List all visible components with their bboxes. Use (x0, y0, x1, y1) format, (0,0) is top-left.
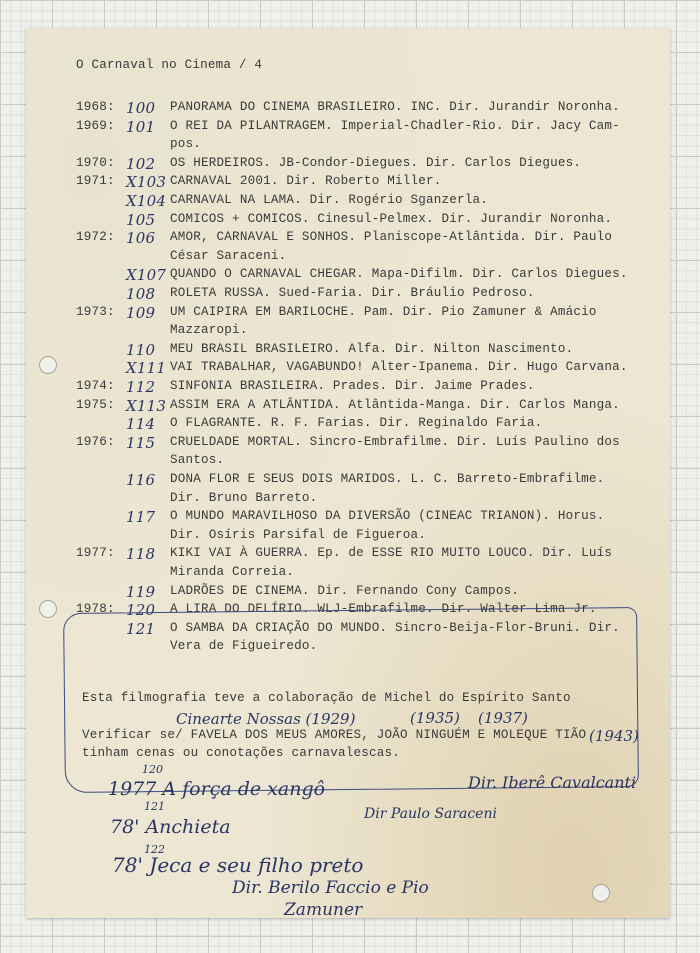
entry-number: 101 (126, 117, 156, 136)
entry-year: 1968: (76, 100, 115, 114)
entry-text: CARNAVAL NA LAMA. Dir. Rogério Sganzerla. (170, 193, 489, 207)
entry-number: X113 (126, 396, 167, 415)
entry-text: VAI TRABALHAR, VAGABUNDO! Alter-Ipanema. Dir. Hugo Carvana. (170, 360, 628, 375)
entry-text: ASSIM ERA A ATLÂNTIDA. Atlântida-Manga. Dir. Carlos Manga. (170, 397, 620, 412)
entry-number: 118 (126, 545, 156, 564)
entry-number: 119 (126, 582, 156, 601)
entry-year: 1972: (76, 230, 115, 245)
entry-text: A LIRA DO DELÍRIO. WLJ-Embrafilme. Dir. Walter Lima Jr. (170, 602, 597, 617)
entry-number: 108 (126, 285, 156, 303)
entry-text: OS HERDEIROS. JB-Condor-Diegues. Dir. Carlos Diegues. (170, 155, 582, 170)
entry-text: CRUELDADE MORTAL. Sincro-Embrafilme. Dir. Luís Paulino dos (170, 434, 620, 449)
entry-year: 1974: (76, 379, 115, 393)
entry-text: O SAMBA DA CRIAÇÃO DO MUNDO. Sincro-Beija-Flor-Bruni. Dir. (170, 620, 620, 635)
handwritten-entry-1-director: Dir. Iberê Cavalcanti (468, 773, 637, 792)
entry-text: KIKI VAI À GUERRA. Ep. de ESSE RIO MUITO LOUCO. Dir. Luís (170, 546, 613, 561)
handwritten-number-121: 121 (144, 800, 165, 813)
entry-number: 105 (126, 210, 156, 229)
entry-text: UM CAIPIRA EM BARILOCHE. Pam. Dir. Pio Zamuner & Amácio (170, 304, 597, 319)
entry-number: 100 (126, 99, 156, 117)
entry-number: X111 (126, 359, 167, 378)
handwritten-entry-3-director-cont: Zamuner (284, 900, 363, 920)
verify-note-line2: tinham cenas ou conotações carnavalescas. (82, 746, 401, 760)
entry-number: 117 (126, 508, 156, 527)
entry-number: 114 (126, 415, 156, 434)
punch-hole-bottom (39, 600, 57, 618)
entry-text-continued: Miranda Correia. (170, 565, 295, 579)
handwritten-year-1935: (1935) (410, 709, 460, 727)
entry-text: MEU BRASIL BRASILEIRO. Alfa. Dir. Nilton Nascimento. (170, 341, 574, 356)
entry-year: 1976: (76, 434, 115, 449)
entry-text: COMICOS + COMICOS. Cinesul-Pelmex. Dir. Jurandir Noronha. (170, 211, 613, 226)
entry-text: O FLAGRANTE. R. F. Farias. Dir. Reginaldo Faria. (170, 416, 543, 431)
collaboration-note: Esta filmografia teve a colaboração de Michel do Espírito Santo (82, 691, 571, 705)
entry-number: 115 (126, 433, 156, 452)
entry-number: 116 (126, 471, 156, 489)
handwritten-entry-1: 1977 A força de xangô (108, 778, 326, 800)
entry-number: 112 (126, 378, 156, 396)
handwritten-cinearte: Cinearte Nossas (1929) (176, 710, 356, 728)
handwritten-entry-2: 78' Anchieta (110, 816, 231, 838)
verify-note-line1: Verificar se/ FAVELA DOS MEUS AMORES, JOÃO NINGUÉM E MOLEQUE TIÃO (82, 728, 587, 742)
punch-hole-top (39, 356, 57, 374)
entry-text: ROLETA RUSSA. Sued-Faria. Dir. Bráulio Pedroso. (170, 286, 535, 300)
entry-text: DONA FLOR E SEUS DOIS MARIDOS. L. C. Barreto-Embrafilme. (170, 472, 605, 486)
entry-year: 1978: (76, 602, 115, 617)
handwritten-entry-2-director: Dir Paulo Saraceni (364, 806, 497, 822)
entry-text: LADRÕES DE CINEMA. Dir. Fernando Cony Campos. (170, 583, 520, 598)
handwritten-year-1937: (1937) (478, 709, 528, 727)
entry-number: 106 (126, 229, 156, 248)
entry-text: AMOR, CARNAVAL E SONHOS. Planiscope-Atlântida. Dir. Paulo (170, 230, 613, 245)
entry-number: 110 (126, 340, 156, 359)
entry-number: X107 (126, 266, 167, 285)
entry-text-continued: Vera de Figueiredo. (170, 639, 318, 654)
handwritten-number-120: 120 (142, 763, 163, 776)
entry-year: 1975: (76, 397, 115, 412)
entry-year: 1977: (76, 546, 115, 561)
entry-text: CARNAVAL 2001. Dir. Roberto Miller. (170, 174, 442, 189)
entry-number: 120 (126, 601, 156, 620)
entry-text: QUANDO O CARNAVAL CHEGAR. Mapa-Difilm. Dir. Carlos Diegues. (170, 267, 628, 282)
entry-year: 1971: (76, 174, 115, 189)
entry-text-continued: pos. (170, 137, 202, 152)
entry-text: O MUNDO MARAVILHOSO DA DIVERSÃO (CINEAC TRIANON). Horus. (170, 509, 605, 524)
page-title: O Carnaval no Cinema / 4 (76, 58, 263, 72)
handwritten-entry-3: 78' Jeca e seu filho preto (112, 853, 364, 877)
entry-text: O REI DA PILANTRAGEM. Imperial-Chadler-Rio. Dir. Jacy Cam- (170, 118, 620, 133)
entry-text-continued: Santos. (170, 453, 225, 468)
entry-text-continued: Mazzaropi. (170, 323, 248, 338)
entry-text-continued: Dir. Osíris Parsifal de Figueroa. (170, 527, 426, 542)
entry-year: 1970: (76, 155, 115, 170)
entry-number: 121 (126, 619, 156, 638)
entry-text: SINFONIA BRASILEIRA. Prades. Dir. Jaime Prades. (170, 379, 535, 393)
entry-number: X103 (126, 173, 167, 192)
entry-year: 1969: (76, 118, 115, 133)
entry-number: 102 (126, 154, 156, 173)
handwritten-year-1943: (1943) (589, 727, 639, 745)
handwritten-number-122: 122 (144, 843, 165, 856)
document-page (26, 28, 670, 918)
punch-hole-corner (592, 884, 610, 902)
entry-text-continued: Dir. Bruno Barreto. (170, 490, 318, 505)
handwritten-entry-3-director: Dir. Berilo Faccio e Pio (232, 878, 429, 898)
entry-number: X104 (126, 192, 167, 210)
entry-number: 109 (126, 303, 156, 322)
entry-year: 1973: (76, 304, 115, 319)
entry-text-continued: César Saraceni. (170, 248, 287, 263)
entry-text: PANORAMA DO CINEMA BRASILEIRO. INC. Dir. Jurandir Noronha. (170, 100, 620, 114)
